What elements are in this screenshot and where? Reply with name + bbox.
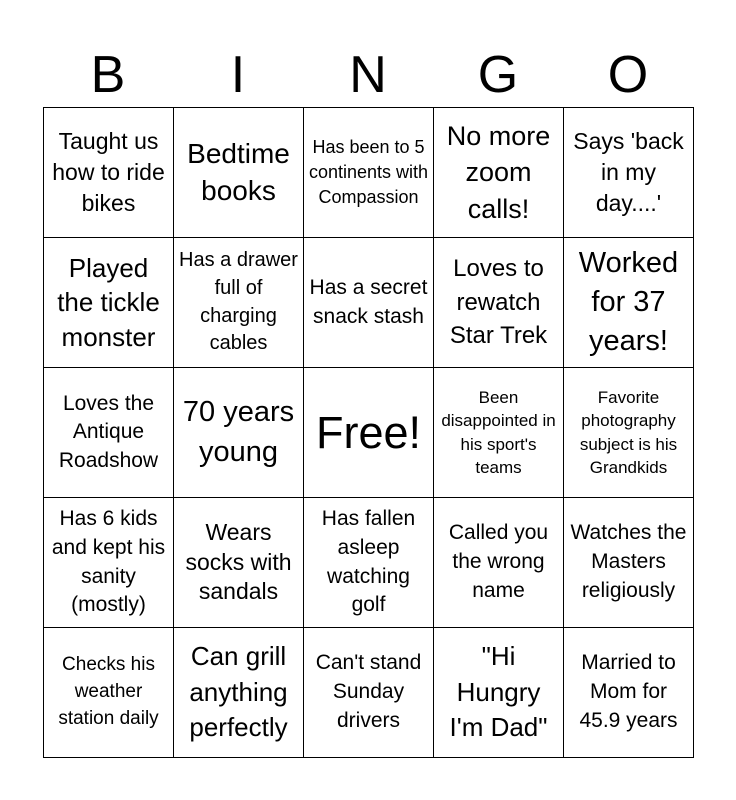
- bingo-cell[interactable]: [174, 498, 304, 628]
- bingo-cell[interactable]: [434, 238, 564, 368]
- bingo-cell[interactable]: [434, 628, 564, 758]
- cell-text: Checks his weather station daily: [58, 654, 159, 729]
- bingo-cell[interactable]: [434, 498, 564, 628]
- cell-text: Worked for 37 years!: [578, 246, 679, 358]
- header-letter-i: I: [230, 46, 246, 104]
- cell-text: Called you the wrong name: [448, 521, 549, 602]
- cell-text: Has a secret snack stash: [309, 275, 428, 328]
- free-space-text: Free!: [315, 406, 422, 458]
- bingo-cell[interactable]: [44, 238, 174, 368]
- bingo-cell[interactable]: [434, 368, 564, 498]
- bingo-cell[interactable]: [304, 628, 434, 758]
- cell-text: Loves the Antique Roadshow: [58, 391, 159, 472]
- bingo-cell[interactable]: [304, 498, 434, 628]
- bingo-cell[interactable]: [174, 368, 304, 498]
- cell-text: No more zoom calls!: [446, 121, 551, 224]
- cell-text: Loves to rewatch Star Trek: [449, 255, 548, 350]
- cell-text: Says 'back in my day....': [573, 127, 684, 217]
- cell-text: 70 years young: [182, 396, 295, 468]
- board-row: [44, 368, 694, 498]
- bingo-cell[interactable]: [304, 108, 434, 238]
- cell-text: Has been to 5 continents with Compassion: [308, 137, 429, 207]
- cell-text: Has fallen asleep watching golf: [321, 506, 416, 617]
- bingo-cell[interactable]: [44, 108, 174, 238]
- cell-text: Married to Mom for 45.9 years: [579, 651, 678, 732]
- cell-text: Has 6 kids and kept his sanity (mostly): [51, 507, 166, 617]
- bingo-cell[interactable]: [564, 238, 694, 368]
- bingo-header: [43, 42, 693, 108]
- bingo-cell[interactable]: [174, 628, 304, 758]
- bingo-cell[interactable]: [304, 238, 434, 368]
- header-letter-o: O: [607, 46, 649, 104]
- board-row: [44, 238, 694, 368]
- bingo-cell[interactable]: [564, 498, 694, 628]
- cell-text: Wears socks with sandals: [185, 518, 292, 605]
- cell-text: Been disappointed in his sport's teams: [441, 387, 556, 477]
- cell-text: "Hi Hungry I'm Dad": [449, 641, 548, 743]
- header-letter-b: B: [90, 46, 126, 104]
- free-cell[interactable]: [304, 368, 434, 498]
- bingo-cell[interactable]: [44, 368, 174, 498]
- bingo-cell[interactable]: [174, 238, 304, 368]
- bingo-cell[interactable]: [564, 108, 694, 238]
- bingo-cell[interactable]: [44, 498, 174, 628]
- cell-text: Played the tickle monster: [57, 253, 160, 352]
- bingo-cell[interactable]: [564, 628, 694, 758]
- bingo-cell[interactable]: [564, 368, 694, 498]
- cell-text: Bedtime books: [187, 137, 290, 206]
- board-row: [44, 108, 694, 238]
- bingo-cell[interactable]: [174, 108, 304, 238]
- cell-text: Taught us how to ride bikes: [52, 127, 165, 217]
- board-row: [44, 498, 694, 628]
- bingo-board: [43, 107, 694, 758]
- cell-text: Has a drawer full of charging cables: [179, 249, 298, 355]
- bingo-cell[interactable]: [434, 108, 564, 238]
- cell-text: Can grill anything perfectly: [189, 641, 288, 743]
- cell-text: Watches the Masters religiously: [570, 521, 687, 602]
- cell-text: Favorite photography subject is his Grandkids: [579, 387, 678, 477]
- header-letter-n: N: [349, 46, 387, 104]
- board-row: [44, 628, 694, 758]
- bingo-cell[interactable]: [44, 628, 174, 758]
- cell-text: Can't stand Sunday drivers: [315, 651, 422, 732]
- header-letter-g: G: [477, 46, 519, 104]
